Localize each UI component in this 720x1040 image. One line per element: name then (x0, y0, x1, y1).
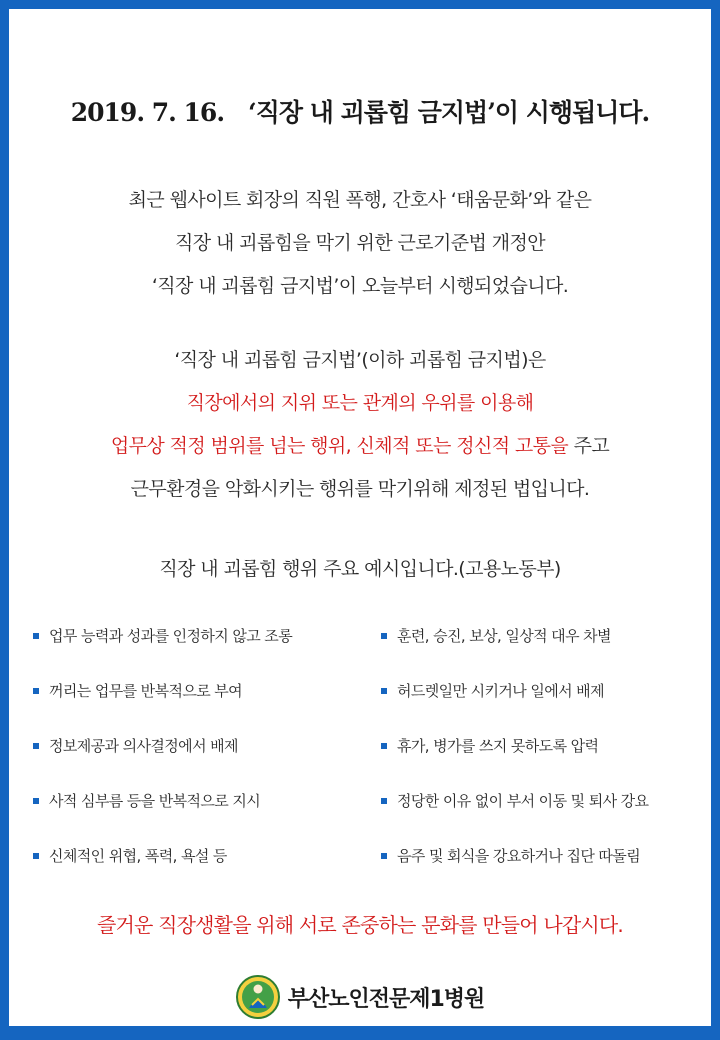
examples-list-right (381, 621, 720, 896)
list-item: 꺼리는 업무를 반복적으로 부여 (33, 676, 373, 731)
square-bullet-icon (381, 743, 387, 749)
definition-paragraph (9, 339, 711, 511)
page-title (9, 93, 711, 129)
definition-line-3-highlight: 업무상 적정 범위를 넘는 행위, 신체적 또는 정신적 고통을 (110, 435, 569, 457)
list-item: 사적 심부름 등을 반복적으로 지시 (33, 786, 373, 841)
hospital-emblem-icon (236, 975, 280, 1019)
list-item: 정당한 이유 없이 부서 이동 및 퇴사 강요 (381, 786, 720, 841)
list-item: 허드렛일만 시키거나 일에서 배제 (381, 676, 720, 731)
hospital-name: 부산노인전문제1병원 (287, 986, 485, 1012)
list-item: 신체적인 위협, 폭력, 욕설 등 (33, 841, 373, 896)
intro-line-1: 최근 웹사이트 회장의 직원 폭행, 간호사 ‘태움문화’와 같은 (128, 189, 592, 211)
intro-line-3: ‘직장 내 괴롭힘 금지법’이 오늘부터 시행되었습니다. (151, 275, 569, 297)
square-bullet-icon (33, 853, 39, 859)
definition-line-4: 근무환경을 악화시키는 행위를 막기위해 제정된 법입니다. (130, 478, 590, 500)
list-item: 휴가, 병가를 쓰지 못하도록 압력 (381, 731, 720, 786)
square-bullet-icon (381, 688, 387, 694)
list-item: 업무 능력과 성과를 인정하지 않고 조롱 (33, 621, 373, 676)
footer (9, 975, 711, 1019)
closing-message: 즐거운 직장생활을 위해 서로 존중하는 문화를 만들어 나갑시다. (97, 913, 623, 937)
examples-heading: 직장 내 괴롭힘 행위 주요 예시입니다.(고용노동부) (159, 558, 561, 580)
intro-line-2: 직장 내 괴롭힘을 막기 위한 근로기준법 개정안 (175, 232, 545, 254)
intro-paragraph (9, 179, 711, 308)
definition-line-1: ‘직장 내 괴롭힘 금지법’(이하 괴롭힘 금지법)은 (174, 349, 546, 371)
square-bullet-icon (33, 743, 39, 749)
list-item: 정보제공과 의사결정에서 배제 (33, 731, 373, 786)
definition-line-3-rest: 주고 (568, 435, 610, 457)
square-bullet-icon (33, 633, 39, 639)
list-item: 훈련, 승진, 보상, 일상적 대우 차별 (381, 621, 720, 676)
title-text: ‘직장 내 괴롭힘 금지법’이 시행됩니다. (248, 98, 650, 127)
square-bullet-icon (381, 633, 387, 639)
square-bullet-icon (381, 798, 387, 804)
square-bullet-icon (381, 853, 387, 859)
definition-line-2: 직장에서의 지위 또는 관계의 우위를 이용해 (186, 392, 534, 414)
square-bullet-icon (33, 688, 39, 694)
examples-list-left (33, 621, 373, 896)
title-date: 2019. 7. 16. (70, 98, 225, 127)
square-bullet-icon (33, 798, 39, 804)
list-item: 음주 및 회식을 강요하거나 집단 따돌림 (381, 841, 720, 896)
definition-line-3 (9, 425, 711, 468)
